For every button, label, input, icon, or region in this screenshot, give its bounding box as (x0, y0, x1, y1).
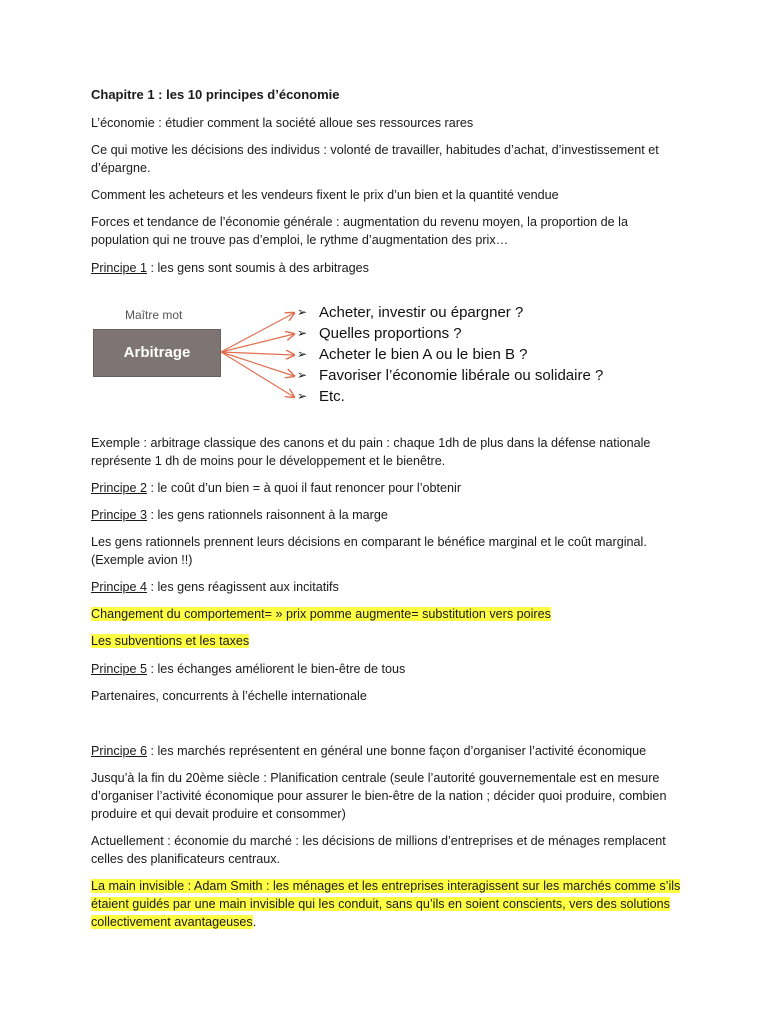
arbitrage-box: Arbitrage (93, 329, 221, 377)
principle-3-label: Principe 3 (91, 508, 148, 522)
arrow-bullet-icon: ➢ (297, 326, 308, 340)
arrow-bullet-icon: ➢ (297, 368, 308, 382)
principle-6-current: Actuellement : économie du marché : les décisions de millions d’entreprises et de ménages remplacent celles des planificateurs centraux. (91, 834, 666, 866)
arrow-1 (221, 313, 294, 352)
principle-1 (91, 259, 681, 277)
diagram-arrows (91, 298, 301, 418)
highlighted-text: Les subventions et les taxes (91, 634, 250, 648)
principle-6-label: Principe 6 (91, 744, 148, 758)
arbitrage-diagram (91, 298, 681, 418)
example-paragraph: Exemple : arbitrage classique des canons et du pain : chaque 1dh de plus dans la défense nationale représente 1 dh de moins pour le développement et le bienêtre. (91, 436, 651, 468)
principle-3 (91, 506, 681, 524)
arrow-bullet-icon: ➢ (297, 389, 308, 403)
arrow-2 (221, 334, 294, 352)
highlighted-text: Changement du comportement= » prix pomme augmente= substitution vers poires (91, 607, 551, 621)
principle-4-label: Principe 4 (91, 580, 148, 594)
invisible-hand-text: Adam Smith : les ménages et les entreprises interagissent sur les marchés comme s’ils étaient guidés par une main invisible qui les conduit, sans qu’ils en soient conscients, vers des solutions collectivement avantageuses (91, 879, 681, 929)
option-text: Acheter le bien A ou le bien B ? (319, 346, 528, 363)
arrow-bullet-icon: ➢ (297, 305, 308, 319)
intro-paragraph-1: L’économie : étudier comment la société alloue ses ressources rares (91, 116, 474, 130)
principle-2-label: Principe 2 (91, 481, 148, 495)
arrow-bullet-icon: ➢ (297, 347, 308, 361)
invisible-hand-label: La main invisible : (91, 879, 192, 893)
arrow-5 (221, 352, 294, 397)
intro-paragraph-4: Forces et tendance de l’économie générale : augmentation du revenu moyen, la proportion de la population qui ne trouve pas d’emploi, le rythme d’augmentation des prix… (91, 215, 628, 247)
invisible-hand-end: . (252, 915, 257, 929)
principle-5-detail: Partenaires, concurrents à l’échelle internationale (91, 689, 367, 703)
option-text: Favoriser l’économie libérale ou solidaire ? (319, 367, 604, 384)
intro-paragraph-2: Ce qui motive les décisions des individus : volonté de travailler, habitudes d’achat, d’investissement et d’épargne. (91, 143, 659, 175)
principle-1-label: Principe 1 (91, 261, 148, 275)
option-item (297, 386, 603, 407)
principle-6-text: : les marchés représentent en général une bonne façon d’organiser l’activité économique (147, 744, 647, 758)
principle-5 (91, 660, 681, 678)
option-text: Acheter, investir ou épargner ? (319, 304, 524, 321)
principle-4-highlight-2 (91, 632, 681, 650)
option-text: Etc. (319, 388, 345, 405)
principle-2 (91, 479, 681, 497)
principle-6-history: Jusqu’à la fin du 20ème siècle : Planification centrale (seule l’autorité gouvernementale est en mesure d’organiser l’activité économique pour assurer le bien-être de la nation ; décider quoi produire, combien produire et qui devait produire et consommer) (91, 771, 667, 821)
option-item (297, 302, 603, 323)
chapter-title: Chapitre 1 : les 10 principes d’économie (91, 87, 340, 102)
intro-paragraph-3: Comment les acheteurs et les vendeurs fixent le prix d’un bien et la quantité vendue (91, 188, 559, 202)
arrow-3 (221, 352, 294, 355)
principle-5-text: : les échanges améliorent le bien-être de tous (147, 662, 406, 676)
master-word-label: Maître mot (125, 308, 183, 322)
option-text: Quelles proportions ? (319, 325, 462, 342)
option-item (297, 323, 603, 344)
principle-6 (91, 742, 681, 760)
principle-4-text: : les gens réagissent aux incitatifs (147, 580, 339, 594)
principle-3-text: : les gens rationnels raisonnent à la marge (147, 508, 388, 522)
option-item (297, 365, 603, 386)
principle-4 (91, 578, 681, 596)
options-list (297, 302, 603, 407)
principle-4-highlight-1 (91, 605, 681, 623)
invisible-hand-paragraph (91, 877, 681, 931)
principle-2-text: : le coût d’un bien = à quoi il faut renoncer pour l’obtenir (147, 481, 462, 495)
option-item (297, 344, 603, 365)
arrow-4 (221, 352, 294, 376)
principle-3-detail: Les gens rationnels prennent leurs décisions en comparant le bénéfice marginal et le coût marginal. (Exemple avion !!) (91, 535, 647, 567)
principle-5-label: Principe 5 (91, 662, 148, 676)
principle-1-text: : les gens sont soumis à des arbitrages (147, 261, 369, 275)
